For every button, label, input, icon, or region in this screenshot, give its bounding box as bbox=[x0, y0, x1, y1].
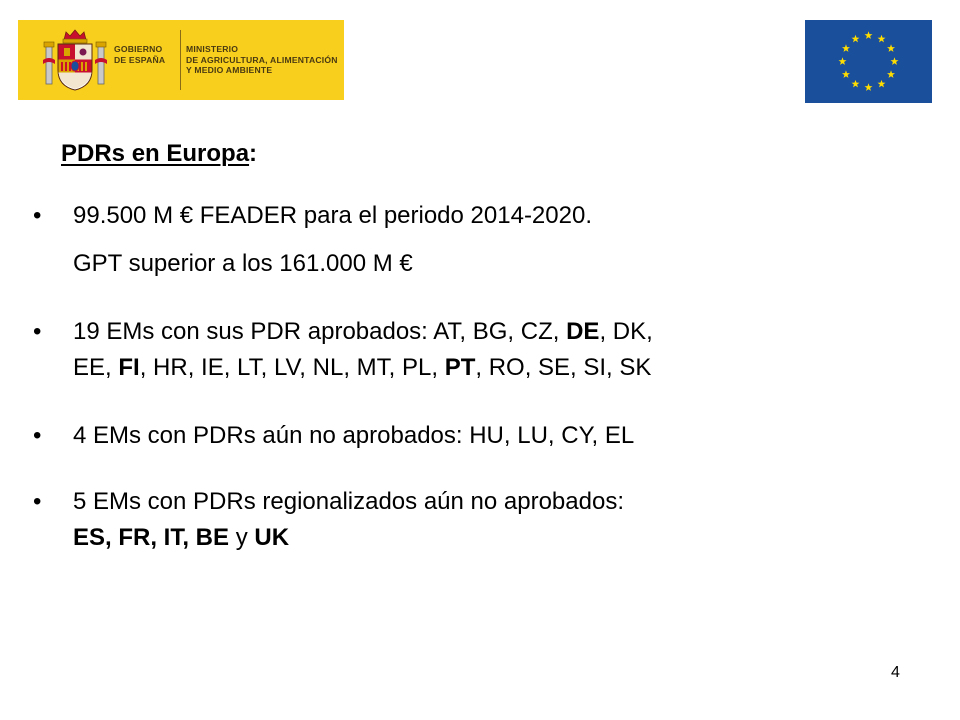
eu-flag-logo bbox=[805, 20, 932, 103]
logo-divider bbox=[180, 30, 181, 90]
bullet-dot: • bbox=[33, 318, 42, 345]
bullet-dot: • bbox=[33, 488, 42, 515]
text-fragment: , DK, bbox=[599, 318, 653, 345]
eu-star-icon bbox=[878, 80, 886, 88]
country-code-bold: FI bbox=[118, 354, 140, 381]
text-fragment: , HR, IE, LT, LV, NL, MT, PL, bbox=[139, 354, 445, 381]
country-code-bold: PT bbox=[444, 354, 476, 381]
bullet-dot: • bbox=[33, 422, 42, 449]
country-code-bold: DE bbox=[566, 318, 600, 345]
eu-star-icon bbox=[852, 80, 860, 88]
bullet-text bbox=[73, 314, 653, 386]
country-codes-bold: ES, FR, IT, BE bbox=[73, 524, 230, 551]
text-fragment: EE, bbox=[73, 354, 119, 381]
eu-star-icon bbox=[842, 44, 850, 52]
bullet-dot: • bbox=[33, 202, 42, 229]
page-number: 4 bbox=[891, 664, 900, 681]
coat-of-arms-icon bbox=[40, 26, 110, 94]
eu-star-icon bbox=[887, 70, 895, 78]
ministerio-text bbox=[186, 44, 338, 76]
eu-star-icon bbox=[852, 35, 860, 43]
slide-title-text: PDRs en Europa bbox=[61, 140, 250, 167]
gobierno-logo-banner bbox=[18, 20, 344, 100]
eu-star-icon bbox=[842, 70, 850, 78]
text-fragment: , RO, SE, SI, SK bbox=[475, 354, 652, 381]
bullet-feader-line2: GPT superior a los 161.000 M € bbox=[73, 250, 413, 277]
gov-right-line: DE AGRICULTURA, ALIMENTACIÓN bbox=[186, 54, 338, 65]
gobierno-de-espana-text bbox=[114, 44, 165, 65]
bullet-text bbox=[73, 484, 624, 556]
slide-title bbox=[61, 140, 257, 168]
eu-star-icon bbox=[865, 31, 873, 39]
eu-star-icon bbox=[865, 83, 873, 91]
eu-star-icon bbox=[878, 35, 886, 43]
bullet-text: 4 EMs con PDRs aún no aprobados: HU, LU, CY, EL bbox=[73, 422, 635, 449]
country-code-bold: UK bbox=[254, 524, 290, 551]
gov-right-line: Y MEDIO AMBIENTE bbox=[186, 65, 273, 75]
text-fragment: 19 EMs con sus PDR aprobados: AT, BG, CZ, bbox=[73, 318, 567, 345]
slide-title-colon: : bbox=[249, 140, 258, 167]
eu-star-icon bbox=[891, 57, 899, 65]
eu-star-icon bbox=[887, 44, 895, 52]
bullet-text: 99.500 M € FEADER para el periodo 2014-2020. bbox=[73, 202, 592, 229]
text-fragment: y bbox=[229, 524, 255, 551]
gov-left-line: DE ESPAÑA bbox=[114, 54, 166, 65]
text-fragment: 5 EMs con PDRs regionalizados aún no aprobados: bbox=[73, 488, 624, 515]
eu-star-icon bbox=[839, 57, 847, 65]
gov-right-line: MINISTERIO bbox=[186, 44, 239, 54]
gov-left-line: GOBIERNO bbox=[114, 44, 163, 54]
eu-flag-icon bbox=[805, 20, 932, 103]
